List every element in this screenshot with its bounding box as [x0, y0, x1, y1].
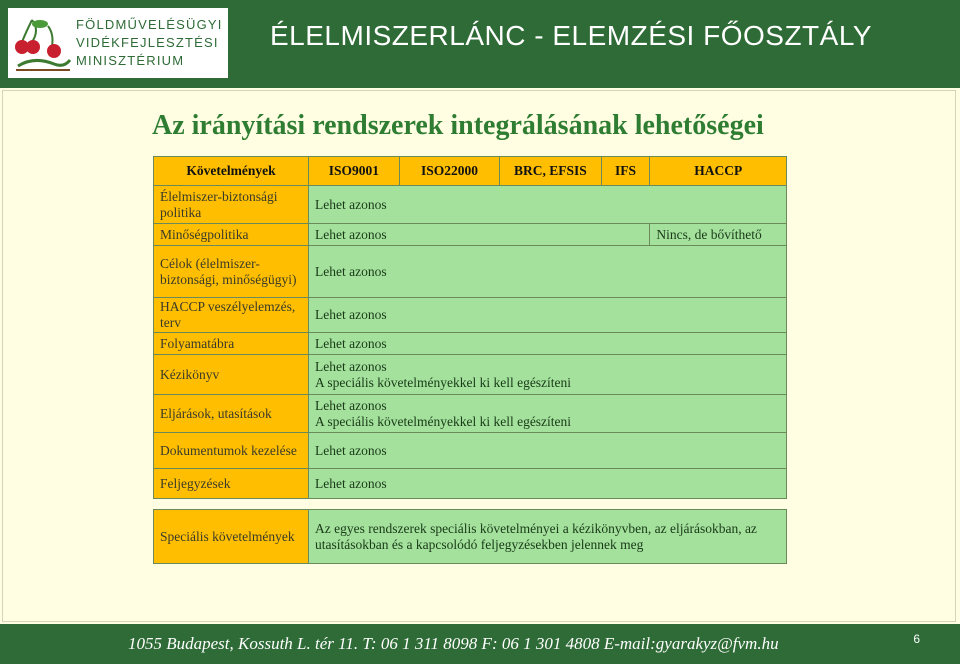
header-haccp: HACCP: [650, 157, 787, 186]
row-value: [309, 355, 787, 395]
row-label: Dokumentumok kezelése: [154, 433, 309, 469]
row-label: Célok (élelmiszer-biztonsági, minőségügyi): [154, 246, 309, 298]
row-value: [309, 395, 787, 433]
footer-bar: [0, 624, 960, 664]
row-value: Lehet azonos: [309, 469, 787, 499]
table-row: [154, 298, 787, 333]
special-value: Az egyes rendszerek speciális követelményei a kézikönyvben, az eljárásokban, az utasításokban és a kapcsolódó feljegyzésekben jelennek meg: [309, 510, 787, 564]
header-requirements: Követelmények: [154, 157, 309, 186]
row-value-line1: Lehet azonos: [315, 397, 387, 413]
row-value-line2: A speciális követelményekkel ki kell egészíteni: [315, 374, 572, 390]
table-row: [154, 333, 787, 355]
row-value-line2: A speciális követelményekkel ki kell egészíteni: [315, 413, 572, 429]
header-brc-efsis: BRC, EFSIS: [500, 157, 601, 186]
row-value-line1: Lehet azonos: [315, 358, 387, 374]
slide-title: Az irányítási rendszerek integrálásának lehetőségei: [152, 110, 764, 141]
table-header-row: [154, 157, 787, 186]
row-label: Kézikönyv: [154, 355, 309, 395]
comparison-table: [153, 156, 787, 564]
row-label: Folyamatábra: [154, 333, 309, 355]
row-value: Lehet azonos: [309, 186, 787, 224]
row-label: Feljegyzések: [154, 469, 309, 499]
table-row-special: [154, 510, 787, 564]
table-row: [154, 224, 787, 246]
table-row: [154, 355, 787, 395]
table-row: [154, 246, 787, 298]
contact-info: 1055 Budapest, Kossuth L. tér 11. T: 06 1 311 8098 F: 06 1 301 4808 E-mail:gyarakyz@fvm.hu: [128, 634, 779, 653]
table-row: [154, 469, 787, 499]
header-iso9001: ISO9001: [309, 157, 400, 186]
special-label: Speciális követelmények: [154, 510, 309, 564]
header-ifs: IFS: [601, 157, 650, 186]
table-row: [154, 395, 787, 433]
cherry-logo-icon: [14, 16, 72, 72]
row-label: Eljárások, utasítások: [154, 395, 309, 433]
header-bar: [0, 0, 960, 88]
department-title: ÉLELMISZERLÁNC - ELEMZÉSI FŐOSZTÁLY: [270, 20, 872, 51]
row-label: HACCP veszélyelemzés, terv: [154, 298, 309, 333]
row-value: Lehet azonos: [309, 433, 787, 469]
row-value: Lehet azonos: [309, 224, 650, 246]
row-note: Nincs, de bővíthető: [650, 224, 787, 246]
header-iso22000: ISO22000: [399, 157, 499, 186]
table-spacer: [154, 499, 787, 510]
row-value: Lehet azonos: [309, 333, 787, 355]
row-value: Lehet azonos: [309, 298, 787, 333]
ministry-name: FÖLDMŰVELÉSÜGYI ÉS VIDÉKFEJLESZTÉSI MINISZTÉRIUM: [76, 17, 248, 68]
table-row: [154, 186, 787, 224]
ministry-logo: [8, 8, 248, 78]
row-value: Lehet azonos: [309, 246, 787, 298]
row-label: Élelmiszer-biztonsági politika: [154, 186, 309, 224]
page-number: 6: [913, 632, 920, 646]
row-label: Minőségpolitika: [154, 224, 309, 246]
table-row: [154, 433, 787, 469]
